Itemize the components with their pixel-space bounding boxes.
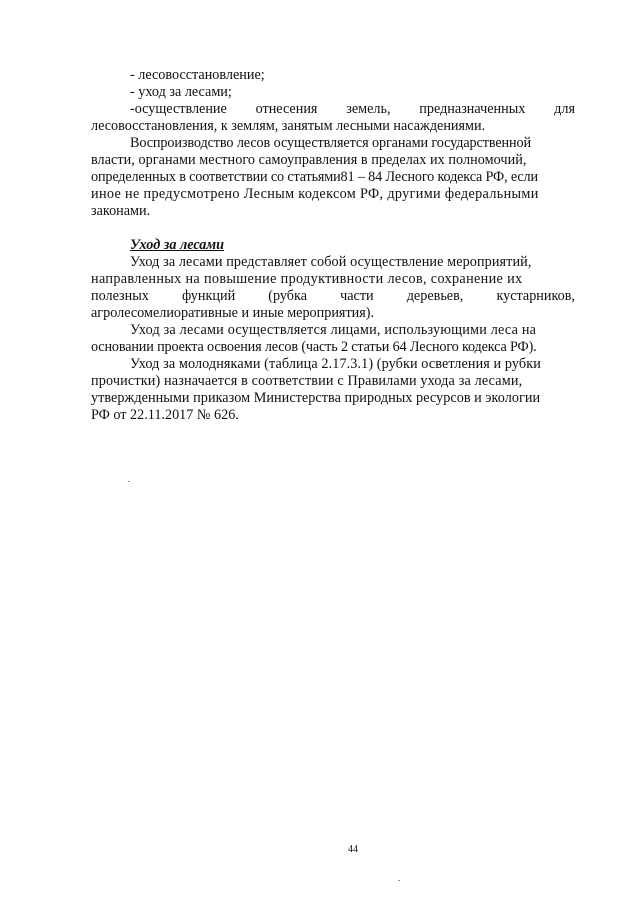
paragraph-young-line: Уход за молодняками (таблица 2.17.3.1) (рубки осветления и рубки: [130, 356, 541, 372]
word: земель,: [346, 101, 391, 117]
word: (рубка: [268, 288, 307, 304]
paragraph-reproduction-line: законами.: [91, 203, 151, 219]
paragraph-young-line: прочистки) назначается в соответствии с Правилами ухода за лесами,: [91, 373, 523, 389]
word: функций: [181, 288, 236, 304]
scan-speck: [398, 880, 400, 881]
word: -осуществление: [130, 101, 227, 117]
paragraph-care-line: направленных на повышение продуктивности лесов, сохранение их: [91, 271, 523, 287]
paragraph-persons-line: Уход за лесами осуществляется лицами, использующими леса на: [130, 322, 537, 338]
word: полезных: [91, 288, 149, 304]
list-item-reforestation: - лесовосстановление;: [130, 67, 265, 83]
paragraph-care-line: [91, 288, 575, 305]
paragraph-care-line: агролесомелиоративные и иные мероприятия).: [91, 305, 375, 321]
section-heading: Уход за лесами: [130, 237, 224, 253]
list-item-forest-care: - уход за лесами;: [130, 84, 232, 100]
scan-speck: [128, 481, 130, 482]
paragraph-young-line: утвержденными приказом Министерства природных ресурсов и экологии: [91, 390, 541, 406]
word: части: [340, 288, 374, 304]
word: отнесения: [255, 101, 318, 117]
page-number: 44: [348, 844, 358, 855]
paragraph-reproduction-line: определенных в соответствии со статьями81 – 84 Лесного кодекса РФ, если: [91, 169, 538, 185]
word: деревьев,: [406, 288, 464, 304]
paragraph-young-line: РФ от 22.11.2017 № 626.: [91, 407, 239, 423]
word: предназначенных: [419, 101, 526, 117]
paragraph-reproduction-line: Воспроизводство лесов осуществляется органами государственной: [130, 135, 532, 151]
paragraph-care-line: Уход за лесами представляет собой осуществление мероприятий,: [130, 254, 532, 270]
word: кустарников,: [496, 288, 575, 304]
list-item-land-transfer-end: лесовосстановления, к землям, занятым лесными насаждениями.: [91, 118, 486, 134]
paragraph-reproduction-line: власти, органами местного самоуправления в пределах их полномочий,: [91, 152, 527, 168]
list-item-land-transfer: [130, 101, 575, 118]
paragraph-persons-line: основании проекта освоения лесов (часть 2 статьи 64 Лесного кодекса РФ).: [91, 339, 537, 355]
word: для: [554, 101, 575, 117]
paragraph-reproduction-line: иное не предусмотрено Лесным кодексом РФ, другими федеральными: [91, 186, 539, 202]
